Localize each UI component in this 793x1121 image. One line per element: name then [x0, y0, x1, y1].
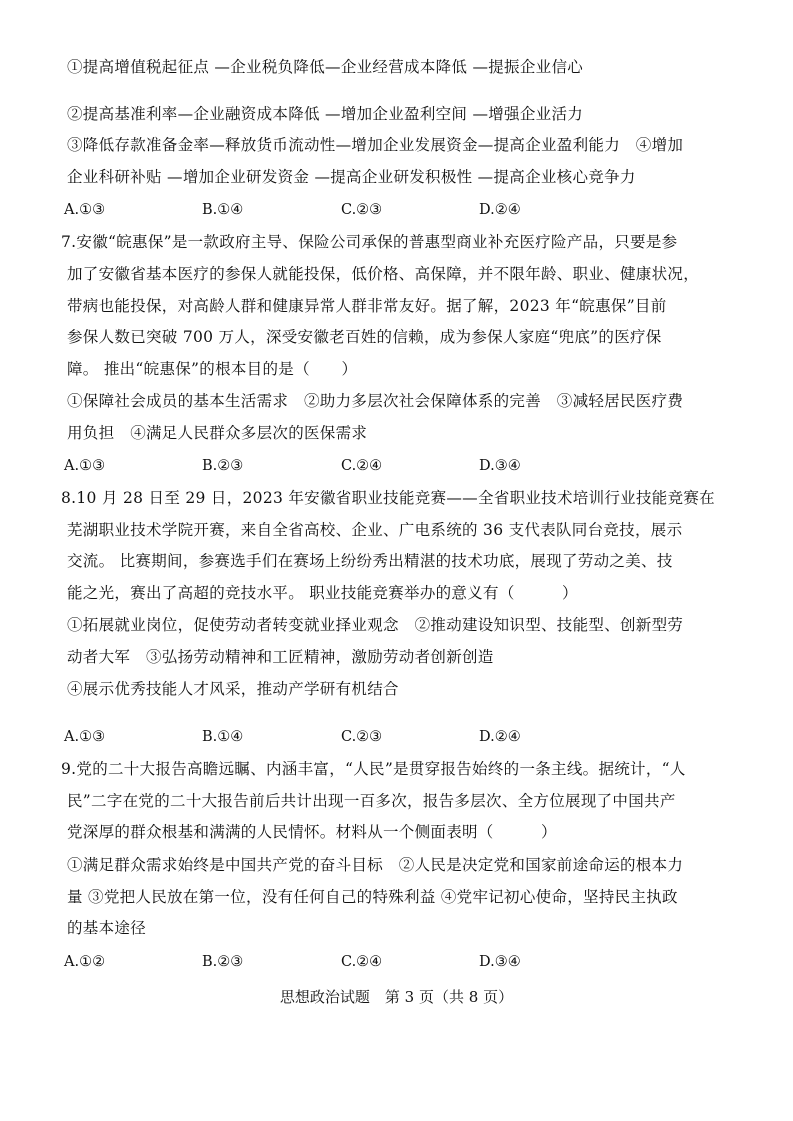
q7-option-a[interactable]: A.①③ — [64, 458, 106, 474]
q6-statement-3: ③降低存款准备金率—释放货币流动性—增加企业发展资金—提高企业盈利能力 ④增加 — [67, 136, 684, 154]
q7-option-d[interactable]: D.③④ — [479, 458, 521, 474]
q8-option-c[interactable]: C.②③ — [341, 729, 383, 745]
q6-statement-2: ②提高基准利率—企业融资成本降低 —增加企业盈利空间 —增强企业活力 — [67, 105, 584, 123]
q6-statement-3-cont: 企业科研补贴 —增加企业研发资金 —提高企业研发积极性 —提高企业核心竞争力 — [67, 168, 636, 186]
q8-line-2: 芜湖职业技术学院开赛，来自全省高校、企业、广电系统的 36 支代表队同台竞技，展示 — [67, 521, 683, 539]
q6-option-d[interactable]: D.②④ — [479, 202, 521, 218]
q7-line-3: 带病也能投保，对高龄人群和健康异常人群非常友好。据了解，2023 年“皖惠保”目前 — [67, 297, 667, 315]
q7-option-b[interactable]: B.②③ — [202, 458, 244, 474]
q7-line-5: 障。 推出“皖惠保”的根本目的是（ ） — [67, 360, 358, 378]
q9-option-c[interactable]: C.②④ — [341, 954, 383, 970]
q8-statements-3: ④展示优秀技能人才风采，推动产学研有机结合 — [67, 680, 399, 698]
q9-option-b[interactable]: B.②③ — [202, 954, 244, 970]
q9-line-2: 民”二字在党的二十大报告前后共计出现一百多次，报告多层次、全方位展现了中国共产 — [67, 792, 676, 810]
q9-line-3: 党深厚的群众根基和满满的人民情怀。材料从一个侧面表明（ ） — [67, 823, 557, 841]
q9-statements-1: ①满足群众需求始终是中国共产党的奋斗目标 ②人民是决定党和国家前途命运的根本力 — [67, 856, 684, 874]
q8-line-4: 能之光，赛出了高超的竞技水平。 职业技能竞赛举办的意义有（ ） — [67, 584, 578, 602]
q6-statement-1: ①提高增值税起征点 —企业税负降低—企业经营成本降低 —提振企业信心 — [67, 58, 584, 76]
q6-option-c[interactable]: C.②③ — [341, 202, 383, 218]
q8-line-1: 8.10 月 28 日至 29 日，2023 年安徽省职业技能竞赛——全省职业技术培训行业技能竞赛在 — [61, 489, 715, 507]
q9-option-d[interactable]: D.③④ — [479, 954, 521, 970]
q9-option-a[interactable]: A.①② — [64, 954, 106, 970]
q8-line-3: 交流。 比赛期间，参赛选手们在赛场上纷纷秀出精湛的技术功底，展现了劳动之美、技 — [67, 552, 673, 570]
q8-option-b[interactable]: B.①④ — [202, 729, 244, 745]
q7-line-4: 参保人数已突破 700 万人，深受安徽老百姓的信赖，成为参保人家庭“兜底”的医疗保 — [67, 328, 662, 346]
q8-statements-1: ①拓展就业岗位，促使劳动者转变就业择业观念 ②推动建设知识型、技能型、创新型劳 — [67, 616, 684, 634]
q9-statements-2: 量 ③党把人民放在第一位，没有任何自己的特殊利益 ④党牢记初心使命，坚持民主执政 — [67, 888, 678, 906]
q7-statements-1: ①保障社会成员的基本生活需求 ②助力多层次社会保障体系的完善 ③减轻居民医疗费 — [67, 392, 684, 410]
q8-option-d[interactable]: D.②④ — [479, 729, 521, 745]
q6-option-a[interactable]: A.①③ — [64, 202, 106, 218]
q6-option-b[interactable]: B.①④ — [202, 202, 244, 218]
q8-statements-2: 动者大军 ③弘扬劳动精神和工匠精神，激励劳动者创新创造 — [67, 648, 494, 666]
q7-line-1: 7.安徽“皖惠保”是一款政府主导、保险公司承保的普惠型商业补充医疗险产品，只要是参 — [61, 233, 678, 251]
q7-statements-2: 用负担 ④满足人民群众多层次的医保需求 — [67, 424, 368, 442]
page-footer: 思想政治试题 第 3 页（共 8 页） — [279, 988, 514, 1006]
q9-statements-3: 的基本途径 — [67, 919, 147, 937]
q7-option-c[interactable]: C.②④ — [341, 458, 383, 474]
q8-option-a[interactable]: A.①③ — [64, 729, 106, 745]
q9-line-1: 9.党的二十大报告高瞻远瞩、内涵丰富，“人民”是贯穿报告始终的一条主线。据统计，“人 — [61, 760, 686, 778]
q7-line-2: 加了安徽省基本医疗的参保人就能投保，低价格、高保障，并不限年龄、职业、健康状况， — [67, 265, 700, 283]
